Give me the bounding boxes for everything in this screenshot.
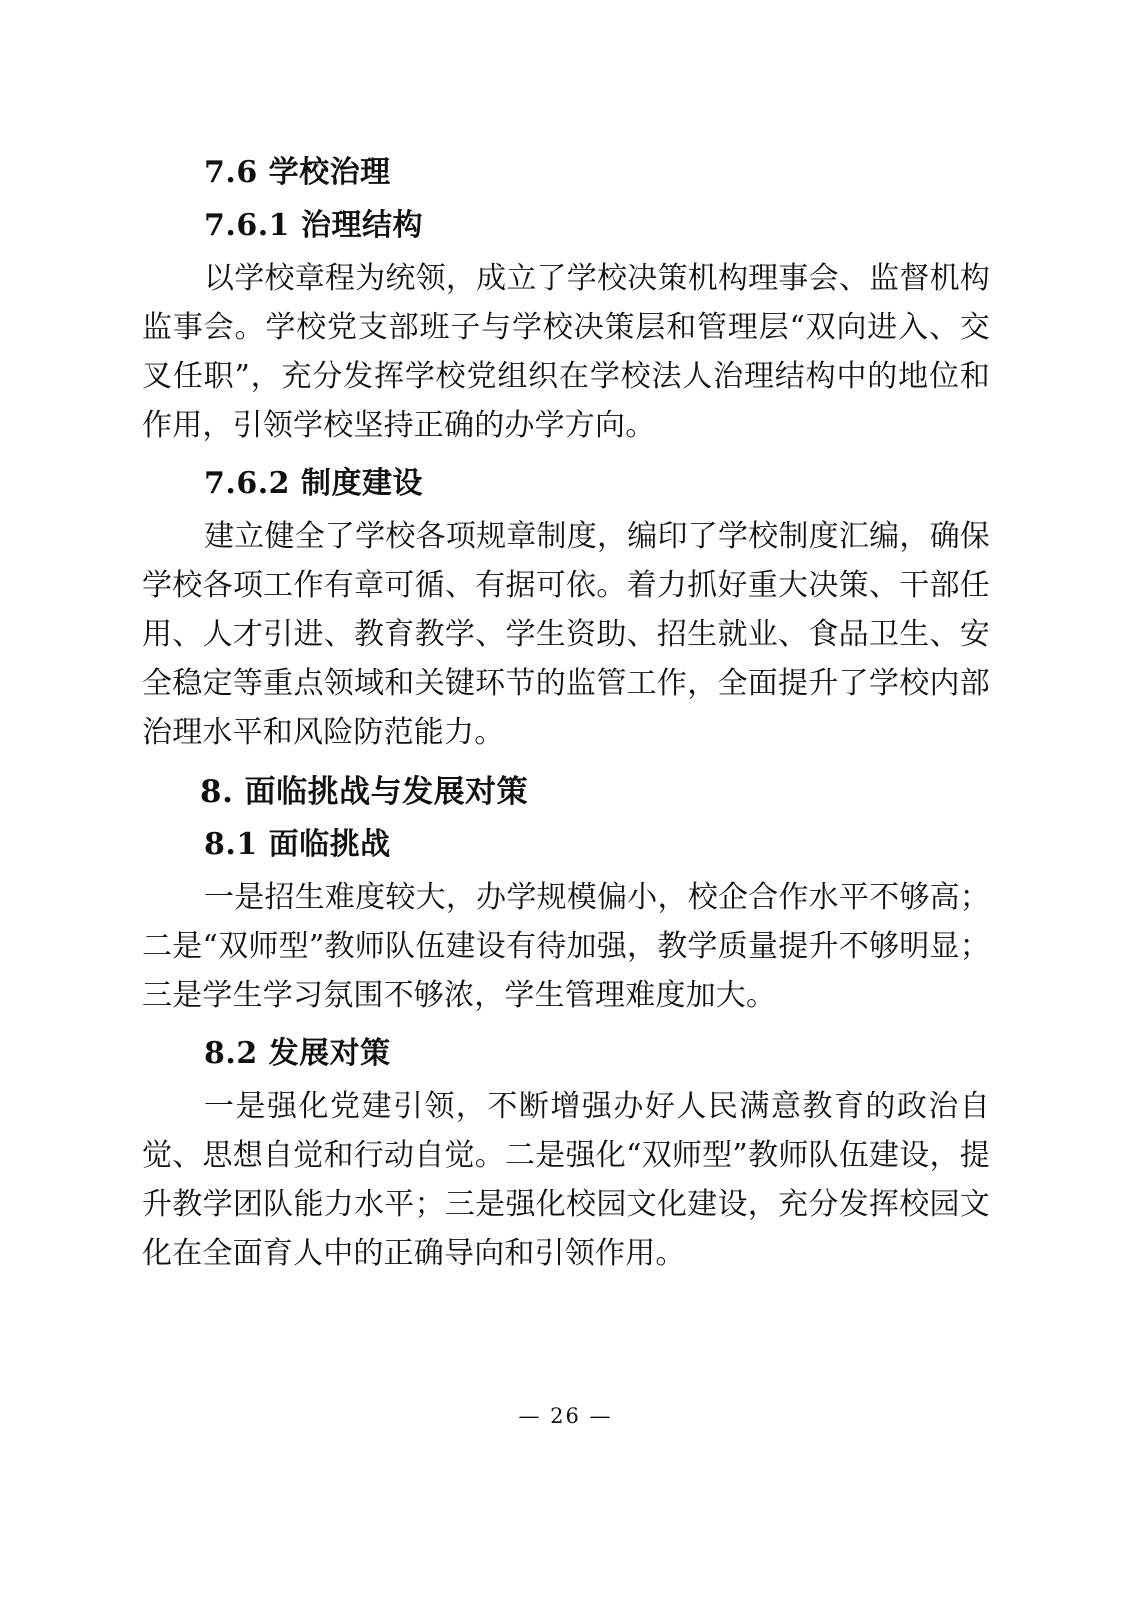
paragraph-development-measures: 一是强化党建引领，不断增强办好人民满意教育的政治自觉、思想自觉和行动自觉。二是强化“双师型”教师队伍建设，提升教学团队能力水平；三是强化校园文化建设，充分发挥校园文化在全面育人中的正确导向和引领作用。: [142, 1089, 990, 1271]
section-heading-7-6: 7.6 学校治理: [204, 155, 391, 190]
section-heading-8-2: 8.2 发展对策: [204, 1035, 391, 1071]
paragraph-challenges: 一是招生难度较大，办学规模偏小，校企合作水平不够高；二是“双师型”教师队伍建设有待加强，教学质量提升不够明显；三是学生学习氛围不够浓，学生管理难度加大。: [142, 880, 990, 1013]
paragraph-system-construction: 建立健全了学校各项规章制度，编印了学校制度汇编，确保学校各项工作有章可循、有据可依。着力抓好重大决策、干部任用、人才引进、教育教学、学生资助、招生就业、食品卫生、安全稳定等重点领域和关键环节的监管工作，全面提升了学校内部治理水平和风险防范能力。: [142, 519, 990, 750]
section-heading-8: 8. 面临挑战与发展对策: [200, 773, 529, 810]
document-body: [142, 150, 990, 1283]
section-heading-7-6-1: 7.6.1 治理结构: [204, 207, 423, 243]
section-heading-8-1: 8.1 面临挑战: [204, 826, 391, 862]
page-number: — 26 —: [518, 1404, 613, 1428]
section-heading-7-6-2: 7.6.2 制度建设: [204, 465, 423, 501]
paragraph-governance-structure: 以学校章程为统领，成立了学校决策机构理事会、监督机构监事会。学校党支部班子与学校决策层和管理层“双向进入、交叉任职”，充分发挥学校党组织在学校法人治理结构中的地位和作用，引领学校坚持正确的办学方向。: [142, 261, 990, 443]
